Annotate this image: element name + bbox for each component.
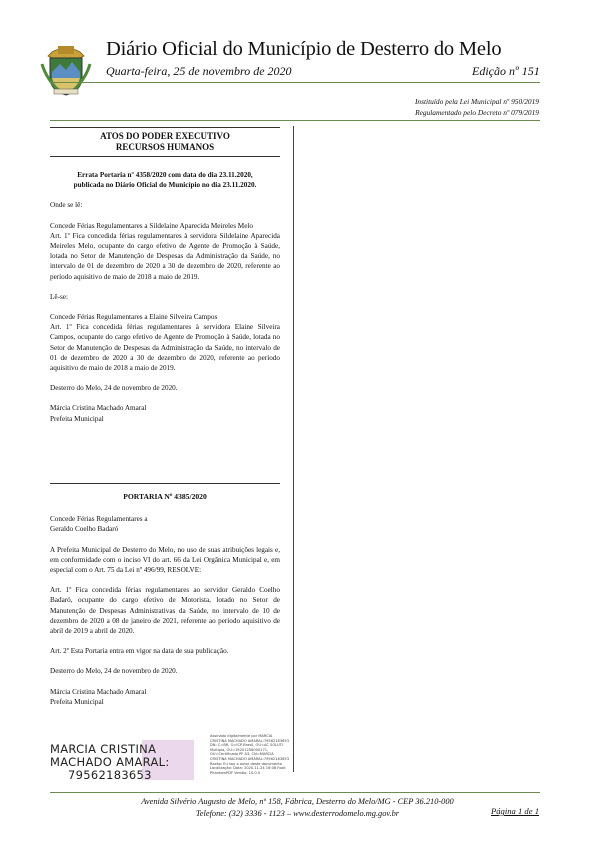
- portaria-p1: A Prefeita Municipal de Desterro do Melo, no uso de suas atribuições legais e, em conformidade com o inciso VI do art. 66 da Lei Orgânica Municipal e, em especial com o Art. 75 da Lei nº 496/99, RESOLVE:: [50, 545, 280, 575]
- footer-contact: Telefone: (32) 3336 - 1123 – www.desterrodomelo.mg.gov.br: [195, 809, 400, 818]
- edition-date: Quarta-feira, 25 de novembro de 2020: [106, 64, 292, 78]
- errata-local-data: Desterro do Melo, 24 de novembro de 2020.: [50, 384, 178, 393]
- errata-p1-title: Concede Férias Regulamentares a Sildelaine Aparecida Meireles Melo: [50, 221, 253, 230]
- portaria-heading: PORTARIA Nº 4385/2020: [123, 492, 207, 501]
- portaria-p2: Art. 1º Fica concedida férias regulamentares ao servidor Geraldo Coelho Badaró, ocupante do cargo efetivo de Motorista, lotado no Setor de Manutenção de Despesas Administrativas da Saúde, no intervalo de 10 de dezembro de 2020 a 08 de janeiro de 2021, referente ao período aquisitivo de abril de 2019 a abril de 2020.: [50, 586, 280, 636]
- portaria-title-1: Concede Férias Regulamentares a: [50, 515, 148, 524]
- errata-heading: Errata Portaria nº 4358/2020 com data do dia 23.11.2020, publicada no Diário Oficial do Município no dia 23.11.2020.: [73, 171, 257, 190]
- errata-signer-role: Prefeita Municipal: [50, 414, 104, 423]
- signature-cpf: 79562183653: [68, 768, 152, 782]
- header-divider-2: [50, 120, 540, 121]
- signature-details: Assinado digitalmente por MARCIA CRISTINA MACHADO AMARAL:79562183653 DN: C=BR, O=ICP-Brasil, OU=AC SOLUTI Multipla, OU=19201256000171, OU=Certificado PF A3, CN=MARCIA CRISTINA MACHADO AMARAL:79562183653 Razão: Eu sou o autor deste documento Localização: Data: 2020.11.24 16:08 Foxit PhantomPDF Versão: 10.0.0: [210, 734, 289, 775]
- instituido-note: Instituído pela Lei Municipal nº 950/2019: [414, 97, 539, 106]
- page-title: Diário Oficial do Município de Desterro do Melo: [106, 38, 502, 60]
- regulamentado-note: Regulamentado pelo Decreto nº 079/2019: [415, 108, 539, 117]
- portaria-block: [50, 492, 280, 707]
- errata-p2-body: Art. 1º Fica concedida férias regulamentares à servidora Elaine Silveira Campos, ocupante do cargo efetivo de Agente de Promoção à Saúde, lotada no Setor de Manutenção de Despesas da Administração da Saúde, no intervalo de 01 de dezembro de 2020 a 30 de dezembro de 2020, referente ao período aquisitivo de maio de 2018 a maio de 2019.: [50, 323, 280, 373]
- footer-address: Avenida Silvério Augusto de Melo, nº 158, Fábrica, Desterro do Melo/MG - CEP 36.210-000: [141, 797, 454, 806]
- section-divider: [50, 483, 280, 484]
- errata-signer-name: Márcia Cristina Machado Amaral: [50, 404, 147, 413]
- section-title: ATOS DO PODER EXECUTIVO: [100, 131, 230, 141]
- page-number: Página 1 de 1: [491, 806, 539, 816]
- errata-block: [50, 170, 280, 424]
- signature-name-line-2: MACHADO AMARAL:: [50, 755, 170, 769]
- le-se: Lê-se:: [50, 292, 68, 301]
- portaria-signer-name: Márcia Cristina Machado Amaral: [50, 687, 147, 696]
- column-separator: [293, 126, 294, 772]
- errata-p2-title: Concede Férias Regulamentares a Elaine Silveira Campos: [50, 313, 218, 322]
- digital-signature-stamp: [50, 734, 289, 782]
- portaria-title-2: Geraldo Coelho Badaró: [50, 525, 119, 534]
- portaria-signer-role: Prefeita Municipal: [50, 697, 104, 706]
- portaria-local-data: Desterro do Melo, 24 de novembro de 2020.: [50, 667, 178, 676]
- errata-p1-body: Art. 1º Fica concedida férias regulamentares à servidora Sildelaine Aparecida Meireles Melo, ocupante do cargo efetivo de Agente de Promoção à Saúde, lotada no Setor de Manutenção de Despesas da Administração da Saúde, no intervalo de 01 de dezembro de 2020 a 30 de dezembro de 2020, referente ao período aquisitivo de maio de 2018 a maio de 2019.: [50, 231, 280, 281]
- municipal-crest-logo: [38, 42, 94, 98]
- section-subtitle: RECURSOS HUMANOS: [115, 142, 215, 152]
- section-box: [50, 127, 280, 157]
- header-divider: [50, 82, 540, 83]
- edition-number: Edição nº 151: [472, 64, 540, 78]
- footer-divider: [50, 792, 540, 793]
- signature-name-line-1: MARCIA CRISTINA: [50, 742, 157, 756]
- onde-se-le: Onde se lê:: [50, 201, 83, 210]
- portaria-p3: Art. 2º Esta Portaria entra em vigor na data de sua publicação.: [50, 647, 229, 656]
